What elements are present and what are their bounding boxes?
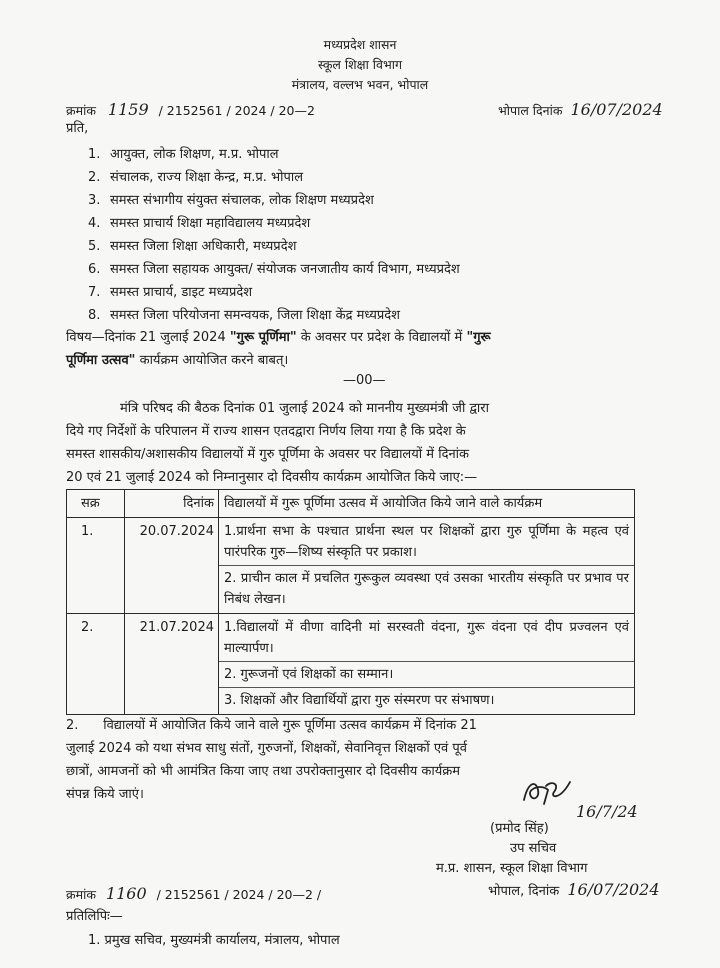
table-row: 2. 21.07.2024 1.विद्यालयों में वीणा वादिनी मां सरस्वती वंदना, गुरू वंदना एवं दीप प्रज्वलन एवं माल्यार्पण। 2. गुरूजनों एवं शिक्षकों का सम्मान। 3. शिक्षकों और विद्यार्थियों द्वारा गुरु संस्मरण पर संभाषण।: [67, 614, 635, 715]
ref-label: क्रमांक: [66, 103, 96, 118]
programme-table: [66, 489, 635, 715]
programme-item: 2. प्राचीन काल में प्रचलित गुरूकुल व्यवस्था एवं उसका भारतीय संस्कृति पर प्रभाव पर निबंध लेखन।: [219, 565, 634, 610]
list-item: 1. आयुक्त, लोक शिक्षण, म.प्र. भोपाल: [88, 147, 279, 162]
list-item: 6. समस्त जिला सहायक आयुक्त/ संयोजक जनजातीय कार्य विभाग, मध्यप्रदेश: [88, 262, 460, 277]
programme-item: 3. शिक्षकों और विद्यार्थियों द्वारा गुरु संस्मरण पर संभाषण।: [219, 687, 634, 711]
handwritten-date: 16/07/2024: [570, 100, 663, 119]
header-school-dept: स्कूल शिक्षा विभाग: [317, 57, 403, 72]
table-header-row: [67, 490, 635, 518]
list-item: 4. समस्त प्राचार्य शिक्षा महाविद्यालय मध्यप्रदेश: [88, 216, 311, 231]
paragraph-2: 2. विद्यालयों में आयोजित किये जाने वाले गुरू पूर्णिमा उत्सव कार्यक्रम में दिनांक 21 जुलाई 2024 को यथा संभव साधु संतों, गुरुजनों, शिक्षकों, सेवानिवृत्त शिक्षकों एवं पूर्व छात्रों, आमजनों को भी आमंत्रित किया जाए तथा उपरोक्तानुसार दो दिवसीय कार्यक्रम संपन्न किये जाएं।: [66, 718, 477, 802]
paragraph-1: मंत्रि परिषद की बैठक दिनांक 01 जुलाई 2024 को माननीय मुख्यमंत्री जी द्वारा दिये गए निर्देशों के परिपालन में राज्य शासन एतदद्वारा निर्णय लिया गया है कि प्रदेश के समस्त शासकीय/अशासकीय विद्यालयों में गुरु पूर्णिमा के अवसर पर विद्यालयों में दिनांक 20 एवं 21 जुलाई 2024 को निम्नानुसार दो दिवसीय कार्यक्रम आयोजित किये जाए:—: [66, 401, 489, 485]
ref-printed-number: / 2152561 / 2024 / 20—2: [158, 103, 315, 118]
copy-item: 1. प्रमुख सचिव, मुख्यमंत्री कार्यालय, मंत्रालय, भोपाल: [88, 933, 340, 948]
header-address: मंत्रालय, वल्लभ भवन, भोपाल: [291, 77, 429, 92]
copy-label: प्रतिलिपिः—: [66, 909, 123, 924]
subject: विषय—दिनांक 21 जुलाई 2024 "गुरू पूर्णिमा" के अवसर पर प्रदेश के विद्यालयों में "गुरू पूर्णिमा उत्सव" कार्यक्रम आयोजित करने बाबत्।: [66, 330, 491, 368]
ref-number-2: क्रमांक 1160 / 2152561 / 2024 / 20—2 /: [66, 884, 322, 903]
programme-item: 1.विद्यालयों में वीणा वादिनी मां सरस्वती वंदना, गुरू वंदना एवं दीप प्रज्वलन एवं माल्यार्पण।: [224, 620, 629, 656]
recipient-list: [88, 143, 460, 327]
signatory-name: (प्रमोद सिंह): [490, 821, 549, 836]
issue-date-1: [498, 100, 663, 119]
issue-date-2: भोपाल, दिनांक 16/07/2024: [488, 880, 660, 899]
signatory-designation: उप सचिव: [510, 841, 557, 856]
signature-date: 16/7/24: [576, 802, 638, 821]
place-date-label: भोपाल दिनांक: [498, 103, 563, 118]
list-item: 8. समस्त जिला परियोजना समन्वयक, जिला शिक्षा केंद्र मध्यप्रदेश: [88, 308, 401, 323]
list-item: 2. संचालक, राज्य शिक्षा केन्द्र, म.प्र. भोपाल: [88, 170, 304, 185]
divider: —00—: [343, 373, 386, 388]
column-header: दिनांक: [125, 490, 219, 518]
list-item: 5. समस्त जिला शिक्षा अधिकारी, मध्यप्रदेश: [88, 239, 297, 254]
signatory-department: म.प्र. शासन, स्कूल शिक्षा विभाग: [436, 861, 588, 876]
handwritten-number: 1160: [105, 884, 147, 903]
programme-item: 2. गुरूजनों एवं शिक्षकों का सम्मान।: [219, 661, 634, 685]
prati: प्रति,: [66, 121, 89, 136]
column-header: विद्यालयों में गुरू पूर्णिमा उत्सव में आयोजित किये जाने वाले कार्यक्रम: [219, 490, 635, 518]
column-header: सक्र: [67, 490, 125, 518]
table-row: 1. 20.07.2024 1.प्रार्थना सभा के पश्चात प्रार्थना स्थल पर शिक्षकों द्वारा गुरु पूर्णिमा के महत्व एवं पारंपरिक गुरु—शिष्य संस्कृति पर प्रकाश। 2. प्राचीन काल में प्रचलित गुरूकुल व्यवस्था एवं उसका भारतीय संस्कृति पर प्रभाव पर निबंध लेखन।: [67, 518, 635, 614]
header-dept: मध्यप्रदेश शासन: [323, 37, 397, 52]
signature-scribble: [520, 776, 576, 810]
list-item: 3. समस्त संभागीय संयुक्त संचालक, लोक शिक्षण मध्यप्रदेश: [88, 193, 374, 208]
ref-number-1: [66, 100, 315, 119]
handwritten-number: 1159: [107, 100, 149, 119]
list-item: 7. समस्त प्राचार्य, डाइट मध्यप्रदेश: [88, 285, 253, 300]
handwritten-date: 16/07/2024: [567, 880, 660, 899]
programme-item: 1.प्रार्थना सभा के पश्चात प्रार्थना स्थल पर शिक्षकों द्वारा गुरु पूर्णिमा के महत्व एवं पारंपरिक गुरु—शिष्य संस्कृति पर प्रकाश।: [224, 524, 629, 560]
